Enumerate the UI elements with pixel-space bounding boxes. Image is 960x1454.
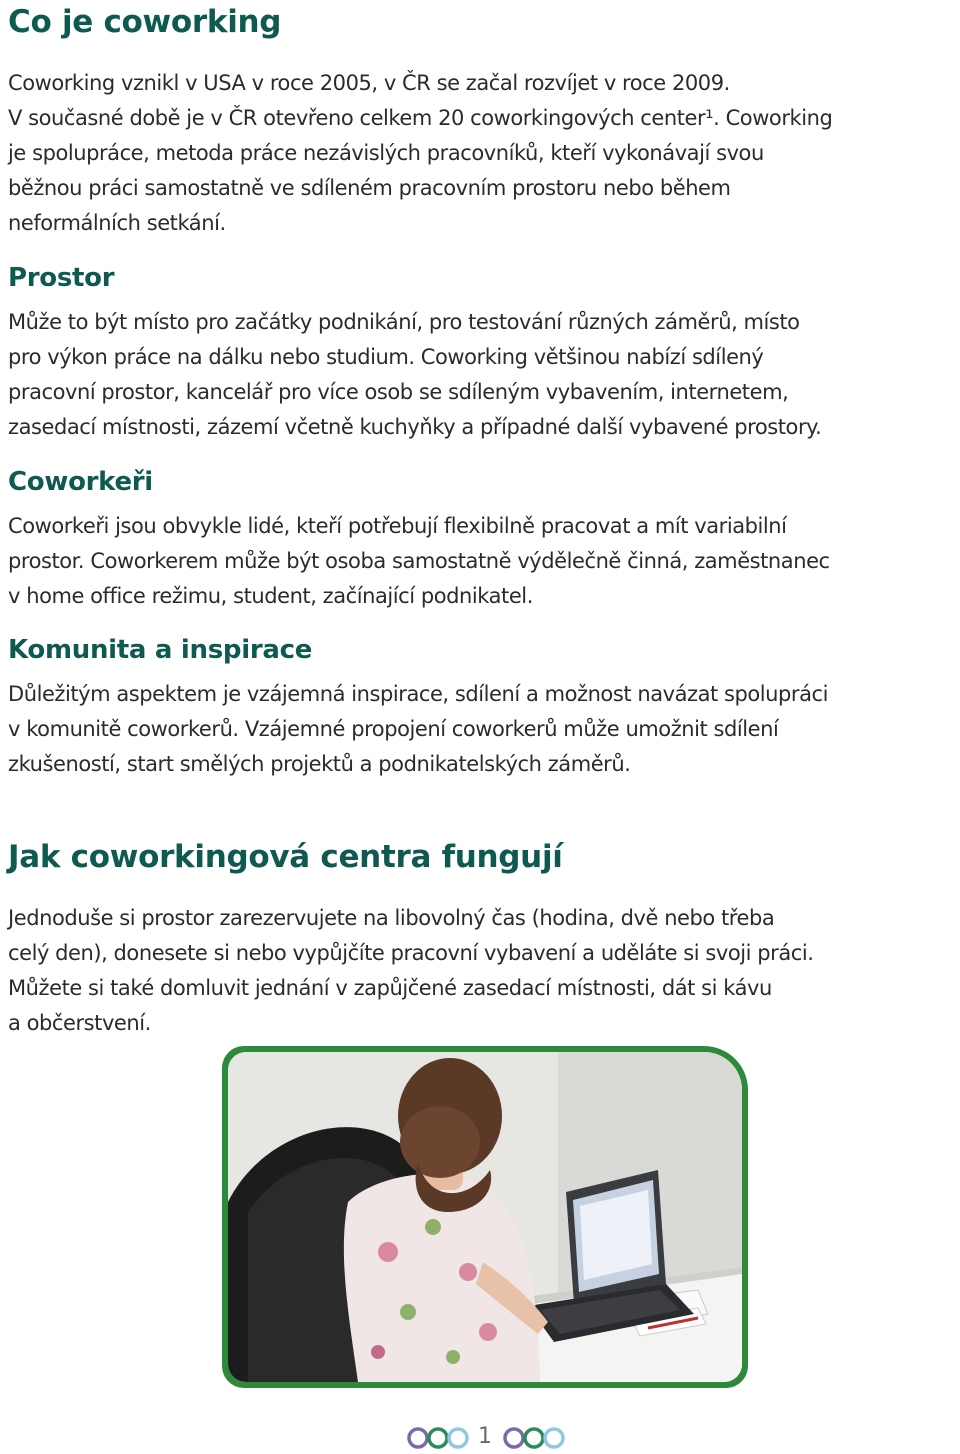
text-line: pracovní prostor, kancelář pro více osob se sdíleným vybavením, internetem, [8, 380, 789, 404]
text-line: v komunitě coworkerů. Vzájemné propojení coworkerů může umožnit sdílení [8, 717, 779, 741]
decorative-circles-right-icon [500, 1424, 580, 1454]
text-line: celý den), donesete si nebo vypůjčíte pracovní vybavení a uděláte si svoji práci. [8, 941, 814, 965]
text-line: Můžete si také domluvit jednání v zapůjčené zasedací místnosti, dát si kávu [8, 976, 772, 1000]
coworkeri-paragraph [8, 509, 958, 614]
text-line: prostor. Coworkerem může být osoba samostatně výdělečně činná, zaměstnanec [8, 549, 830, 573]
jak-paragraph [8, 901, 958, 1041]
section-heading-coworkeri: Coworkeři [8, 467, 153, 497]
text-line: Může to být místo pro začátky podnikání, pro testování různých záměrů, místo [8, 310, 800, 334]
intro-paragraph [8, 66, 958, 241]
text-line: Coworking vznikl v USA v roce 2005, v ČR se začal rozvíjet v roce 2009. [8, 71, 730, 95]
text-line: zkušeností, start smělých projektů a podnikatelských záměrů. [8, 752, 631, 776]
text-line: Důležitým aspektem je vzájemná inspirace, sdílení a možnost navázat spolupráci [8, 682, 828, 706]
komunita-paragraph [8, 677, 958, 782]
prostor-paragraph [8, 305, 958, 445]
text-line: Jednoduše si prostor zarezervujete na libovolný čas (hodina, dvě nebo třeba [8, 906, 775, 930]
section-heading-komunita: Komunita a inspirace [8, 635, 313, 665]
woman-at-laptop-photo [228, 1052, 742, 1382]
text-line: v home office režimu, student, začínající podnikatel. [8, 584, 533, 608]
page-number: 1 [478, 1424, 492, 1449]
text-line: neformálních setkání. [8, 211, 226, 235]
text-line: Coworkeři jsou obvykle lidé, kteří potřebují flexibilně pracovat a mít variabilní [8, 514, 787, 538]
page-footer [0, 1420, 960, 1454]
photo-frame [222, 1046, 748, 1388]
text-line: V současné době je v ČR otevřeno celkem 20 coworkingových center¹. Coworking [8, 106, 833, 130]
page-title: Co je coworking [8, 4, 282, 40]
text-line: zasedací místnosti, zázemí včetně kuchyňky a případné další vybavené prostory. [8, 415, 822, 439]
photo-illustration [228, 1052, 742, 1382]
text-line: běžnou práci samostatně ve sdíleném pracovním prostoru nebo během [8, 176, 731, 200]
text-line: je spolupráce, metoda práce nezávislých pracovníků, kteří vykonávají svou [8, 141, 764, 165]
section-heading-prostor: Prostor [8, 263, 115, 293]
text-line: a občerstvení. [8, 1011, 151, 1035]
section-heading-jak-funguji: Jak coworkingová centra fungují [8, 839, 563, 875]
text-line: pro výkon práce na dálku nebo studium. Coworking většinou nabízí sdílený [8, 345, 764, 369]
